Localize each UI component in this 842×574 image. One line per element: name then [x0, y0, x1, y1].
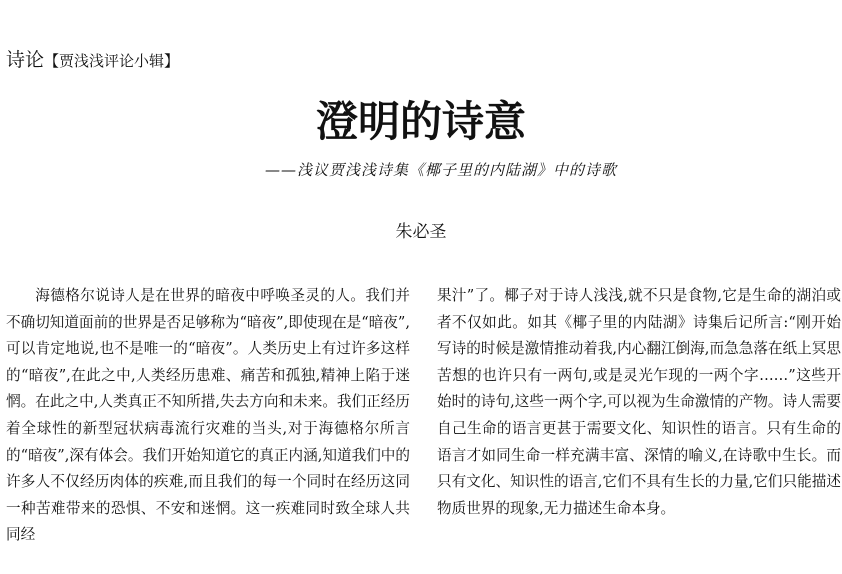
- article-title: 澄明的诗意: [315, 97, 526, 146]
- article-subtitle: ——浅议贾浅浅诗集《椰子里的内陆湖》中的诗歌: [264, 161, 617, 179]
- section-name: 诗论: [6, 49, 45, 71]
- paragraph-right: 果汁”了。椰子对于诗人浅浅,就不只是食物,它是生命的湖泊或者不仅如此。如其《椰子里的内陆湖》诗集后记所言:“刚开始写诗的时候是激情推动着我,内心翻江倒海,而急急落在纸上冥思苦想的也许只有一两句,或是灵光乍现的一两个字……”这些开始时的诗句,这些一两个字,可以视为生命激情的产物。诗人需要自己生命的语言更甚于需要文化、知识性的语言。只有生命的语言才如同生命一样充满丰富、深情的喻义,在诗歌中生长。而只有文化、知识性的语言,它们不具有生长的力量,它们只能描述物质世界的现象,无力描述生命本身。: [437, 287, 841, 517]
- paragraph-left: 海德格尔说诗人是在世界的暗夜中呼唤圣灵的人。我们并不确切知道面前的世界是否足够称为“暗夜”,即使现在是“暗夜”,可以肯定地说,也不是唯一的“暗夜”。人类历史上有过许多这样的“暗夜”,在此之中,人类经历患难、痛苦和孤独,精神上陷于迷惘。在此之中,人类真正不知所措,失去方向和未来。我们正经历着全球性的新型冠状病毒流行灾难的当头,对于海德格尔所言的“暗夜”,深有体会。我们开始知道它的真正内涵,知道我们中的许多人不仅经历肉体的疾难,而且我们的每一个同时在经历这同一种苦难带来的恐惧、不安和迷惘。这一疾难同时致全球人共同经: [6, 287, 410, 544]
- article-author: 朱必圣: [395, 222, 447, 242]
- text-column-left: [6, 283, 410, 549]
- section-subtitle: 【贾浅浅评论小辑】: [44, 52, 180, 70]
- text-column-right: [437, 283, 841, 522]
- section-label: [6, 46, 179, 75]
